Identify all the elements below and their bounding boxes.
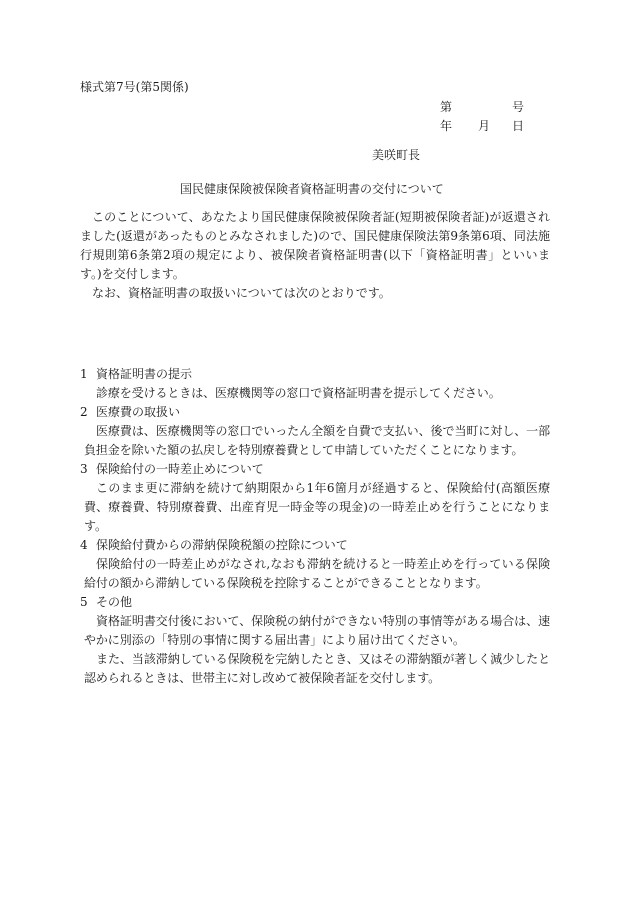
section-5 bbox=[80, 593, 550, 688]
section-heading: その他 bbox=[96, 595, 133, 609]
section-heading: 保険給付費からの滞納保険税額の控除について bbox=[96, 538, 348, 552]
sections-list bbox=[80, 365, 550, 688]
section-number: 5 bbox=[80, 595, 88, 609]
number-prefix: 第 bbox=[440, 100, 453, 114]
section-3 bbox=[80, 460, 550, 536]
intro-text bbox=[80, 208, 550, 303]
section-number: 1 bbox=[80, 367, 88, 381]
section-number: 3 bbox=[80, 462, 88, 476]
section-number: 4 bbox=[80, 538, 88, 552]
date-month: 月 bbox=[478, 119, 491, 133]
section-1 bbox=[80, 365, 550, 403]
section-body: 医療費は、医療機関等の窓口でいったん全額を自費で支払い、後で当町に対し、一部負担金を除いた額の払戻しを特別療養費として申請していただくことになります。 bbox=[84, 424, 550, 457]
section-2 bbox=[80, 403, 550, 460]
number-suffix: 号 bbox=[512, 100, 525, 114]
issuer: 美咲町長 bbox=[372, 148, 421, 162]
section-4 bbox=[80, 536, 550, 593]
form-number: 様式第7号(第5関係) bbox=[80, 80, 189, 94]
intro-paragraph: このことについて、あなたより国民健康保険被保険者証(短期被保険者証)が返還されました(返還があったものとみなされました)ので、国民健康保険法第9条第6項、同法施行規則第6条第2項の規定により、被保険者資格証明書(以下「資格証明書」といいます。)を交付します。 bbox=[80, 210, 550, 281]
section-heading: 医療費の取扱い bbox=[96, 405, 181, 419]
section-body: 保険給付の一時差止めがなされ,なおも滞納を続けると一時差止めを行っている保険給付の額から滞納している保険税を控除することができることとなります。 bbox=[84, 557, 550, 590]
section-heading: 保険給付の一時差止めについて bbox=[96, 462, 264, 476]
intro-paragraph: なお、資格証明書の取扱いについては次のとおりです。 bbox=[92, 286, 391, 300]
section-body: 診療を受けるときは、医療機関等の窓口で資格証明書を提示してください。 bbox=[96, 386, 501, 400]
date-year: 年 bbox=[440, 119, 453, 133]
section-body: また、当該滞納している保険税を完納したとき、又はその滞納額が著しく減少したと認められるときは、世帯主に対し改めて被保険者証を交付します。 bbox=[84, 652, 550, 685]
date-day: 日 bbox=[512, 119, 525, 133]
section-number: 2 bbox=[80, 405, 88, 419]
section-body: このまま更に滞納を続けて納期限から1年6箇月が経過すると、保険給付(高額医療費、療養費、特別療養費、出産育児一時金等の現金)の一時差止めを行うことになります。 bbox=[84, 481, 550, 533]
document-title: 国民健康保険被保険者資格証明書の交付について bbox=[180, 182, 444, 196]
section-body: 資格証明書交付後において、保険税の納付ができない特別の事情等がある場合は、速やかに別添の「特別の事情に関する届出書」により届け出てください。 bbox=[84, 614, 550, 647]
section-heading: 資格証明書の提示 bbox=[96, 367, 193, 381]
